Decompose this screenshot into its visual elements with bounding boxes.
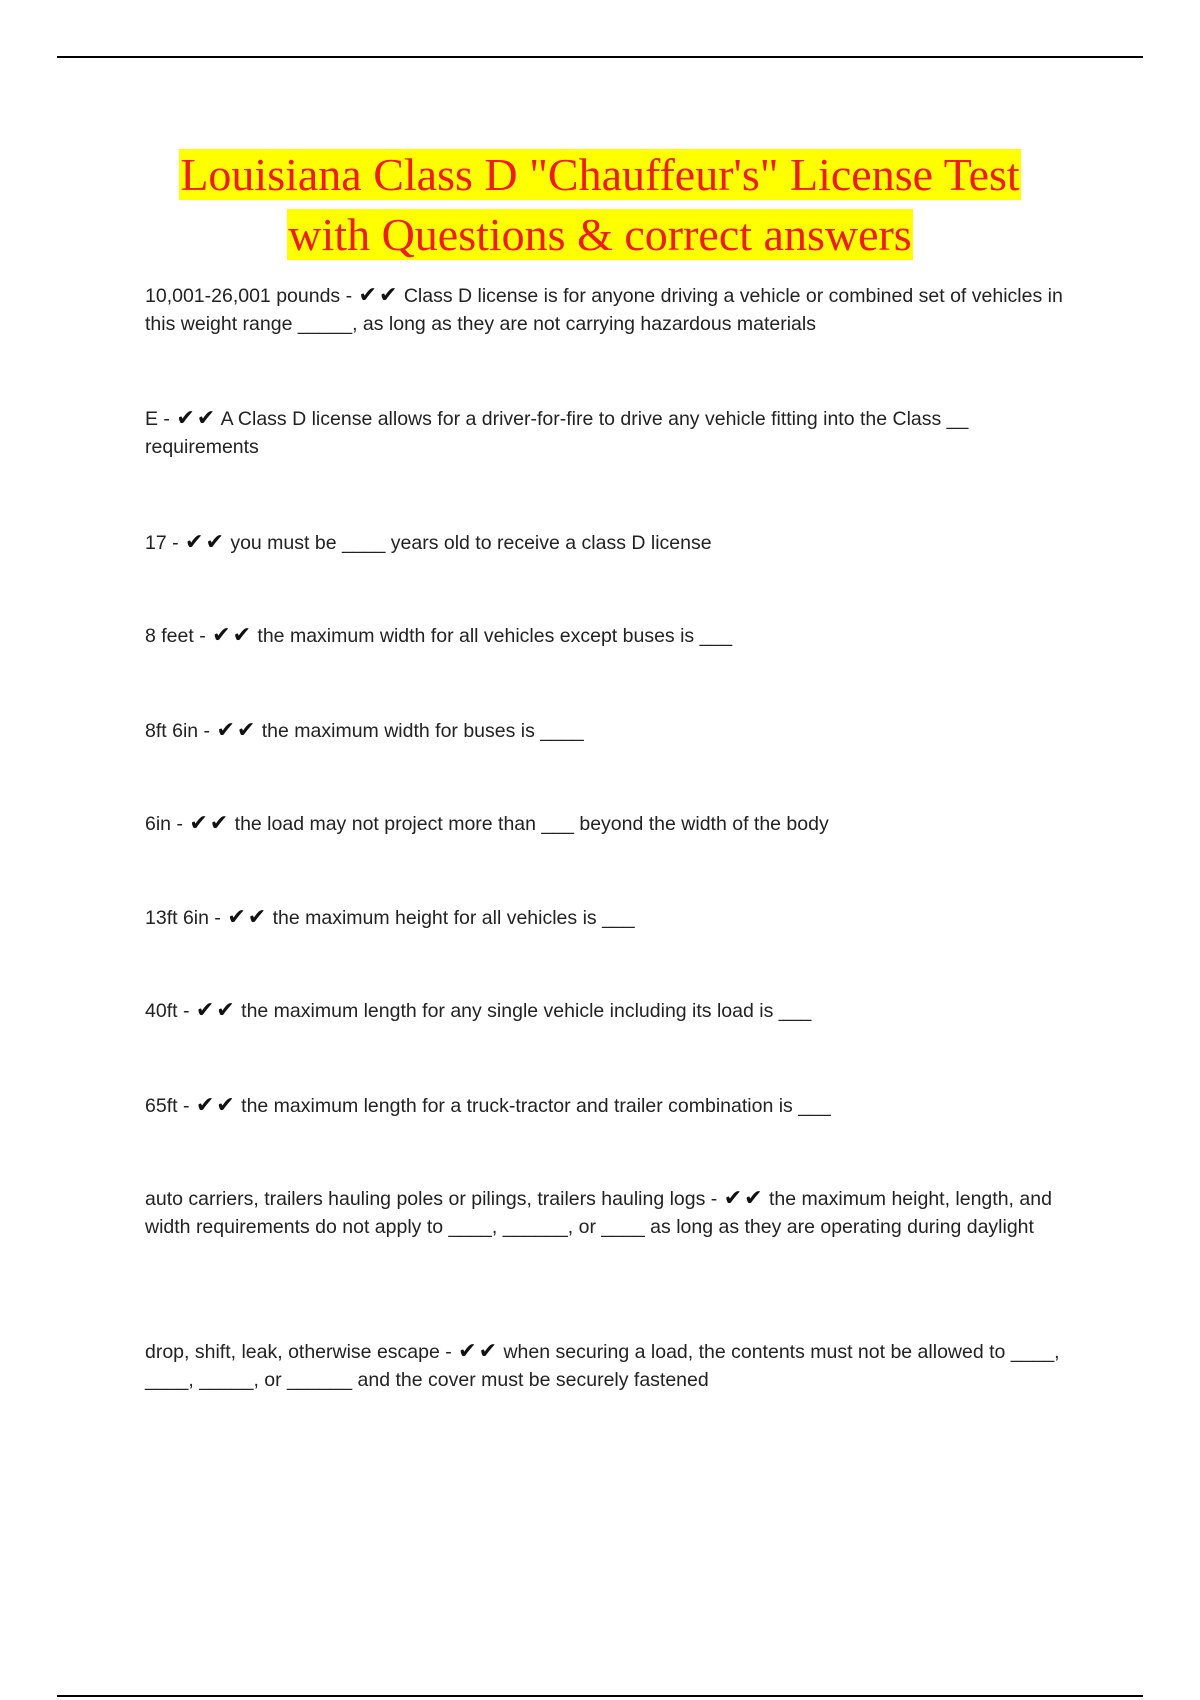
check-icon: ✔ [209,810,229,835]
answer-text: 8 feet - [145,625,206,647]
check-icon: ✔ [227,904,246,929]
question-text: you must be ____ years old to receive a class D license [230,532,712,554]
check-icon: ✔ [744,1185,763,1210]
answer-text: 13ft 6in - [145,907,221,929]
check-icon: ✔ [232,622,251,647]
check-icon: ✔ [185,529,204,554]
question-text: when securing a load, the contents must not be allowed to ____, ____, _____, or ______ and the cover must be securely fastened [145,1341,1060,1391]
check-icon: ✔ [723,1185,743,1210]
answer-text: 65ft - [145,1095,190,1117]
qa-item [145,405,1085,461]
qa-item [145,1185,1085,1241]
check-icon: ✔ [176,405,195,430]
qa-item [145,904,635,932]
question-text: the maximum height for all vehicles is ___ [272,907,635,929]
title-line-1: Louisiana Class D "Chauffeur's" License Test [180,149,1020,200]
qa-item [145,529,712,557]
check-icon: ✔ [478,1338,498,1363]
question-text: the maximum length for a truck-tractor and trailer combination is ___ [241,1095,831,1117]
question-text: the load may not project more than ___ beyond the width of the body [234,813,829,835]
answer-text: 17 - [145,532,179,554]
check-icon: ✔ [195,997,215,1022]
answer-text: 6in - [145,813,183,835]
check-icon: ✔ [216,997,235,1022]
bottom-rule [57,1695,1143,1697]
question-text: A Class D license allows for a driver-for-fire to drive any vehicle fitting into the Class __ requirements [145,408,969,458]
answer-text: 40ft - [145,1000,190,1022]
check-icon: ✔ [196,405,216,430]
question-text: the maximum width for buses is ____ [261,720,584,742]
qa-item [145,717,584,745]
top-rule [57,56,1143,58]
question-text: the maximum length for any single vehicle including its load is ___ [241,1000,812,1022]
title-line-2: with Questions & correct answers [288,209,912,260]
check-icon: ✔ [205,529,224,554]
qa-item [145,810,829,838]
answer-text: 8ft 6in - [145,720,211,742]
check-icon: ✔ [212,622,231,647]
qa-item [145,282,1085,338]
qa-item [145,1338,1085,1394]
check-icon: ✔ [378,282,398,307]
qa-item [145,1092,831,1120]
check-icon: ✔ [247,904,267,929]
question-text: Class D license is for anyone driving a vehicle or combined set of vehicles in this weight range _____, as long as they are not carrying hazardous materials [145,285,1063,335]
check-icon: ✔ [195,1092,215,1117]
check-icon: ✔ [216,717,235,742]
question-text: the maximum width for all vehicles except buses is ___ [257,625,733,647]
check-icon: ✔ [216,1092,235,1117]
check-icon: ✔ [458,1338,477,1363]
question-text: the maximum height, length, and width requirements do not apply to ____, ______, or ____ as long as they are operating during daylight [145,1188,1052,1238]
check-icon: ✔ [236,717,256,742]
check-icon: ✔ [358,282,377,307]
qa-item [145,622,732,650]
document-title [100,145,1100,265]
answer-text: 10,001-26,001 pounds - [145,285,353,307]
qa-item [145,997,811,1025]
check-icon: ✔ [189,810,208,835]
answer-text: drop, shift, leak, otherwise escape - [145,1341,452,1363]
answer-text: auto carriers, trailers hauling poles or pilings, trailers hauling logs - [145,1188,718,1210]
answer-text: E - [145,408,170,430]
